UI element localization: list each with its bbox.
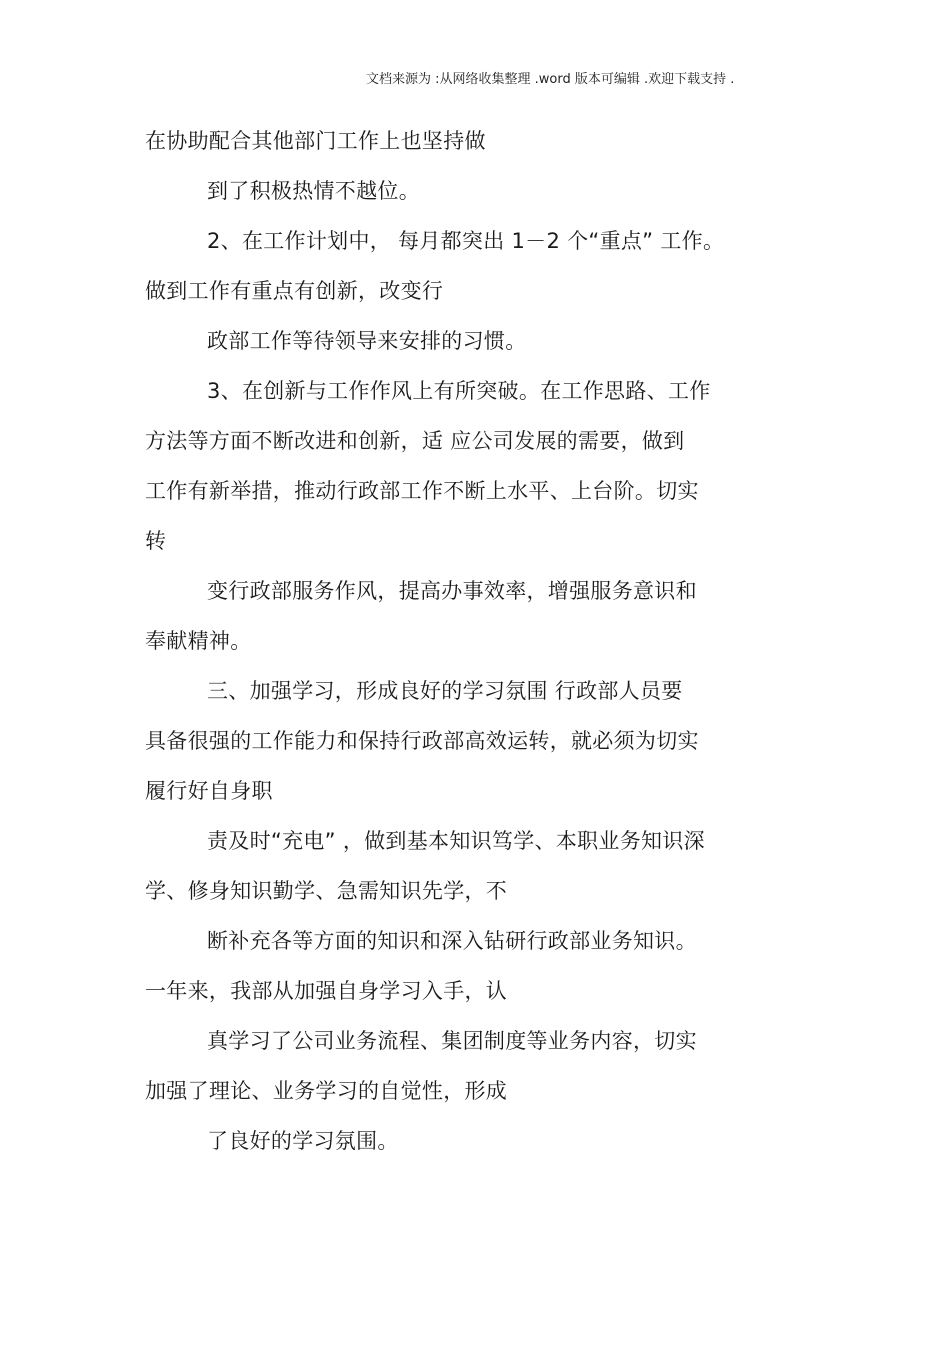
- text-line: 3、在创新与工作作风上有所突破。在工作思路、工作: [207, 379, 711, 403]
- text-line: 加强了理论、业务学习的自觉性，形成: [145, 1079, 508, 1103]
- text-line: 责及时“充电” ，做到基本知识笃学、本职业务知识深: [207, 829, 705, 853]
- text-line: 断补充各等方面的知识和深入钻研行政部业务知识。: [207, 929, 697, 953]
- text-line: 奉献精神。: [145, 629, 252, 653]
- text-line: 三、加强学习，形成良好的学习氛围 行政部人员要: [207, 679, 683, 703]
- text-line: 方法等方面不断改进和创新，适 应公司发展的需要，做到: [145, 429, 685, 453]
- text-line: 做到工作有重点有创新，改变行: [145, 279, 444, 303]
- text-line: 变行政部服务作风，提高办事效率，增强服务意识和: [207, 579, 697, 603]
- text-line: 了良好的学习氛围。: [207, 1129, 399, 1153]
- text-line: 真学习了公司业务流程、集团制度等业务内容，切实: [207, 1029, 697, 1053]
- text-line: 2、在工作计划中， 每月都突出 1－2 个“重点” 工作。: [207, 229, 725, 253]
- text-line: 工作有新举措，推动行政部工作不断上水平、上台阶。切实: [145, 479, 699, 503]
- text-line: 具备很强的工作能力和保持行政部高效运转，就必须为切实: [145, 729, 699, 753]
- text-line: 在协助配合其他部门工作上也坚持做: [145, 129, 486, 153]
- text-line: 一年来，我部从加强自身学习入手，认: [145, 979, 508, 1003]
- text-line: 到了积极热情不越位。: [207, 179, 420, 203]
- text-line: 政部工作等待领导来安排的习惯。: [207, 329, 527, 353]
- text-line: 履行好自身职: [145, 779, 273, 803]
- text-line: 转: [145, 529, 167, 553]
- text-line: 学、修身知识勤学、急需知识先学，不: [145, 879, 508, 903]
- page-header: 文档来源为 :从网络收集整理 .word 版本可编辑 .欢迎下载支持 .: [366, 72, 735, 87]
